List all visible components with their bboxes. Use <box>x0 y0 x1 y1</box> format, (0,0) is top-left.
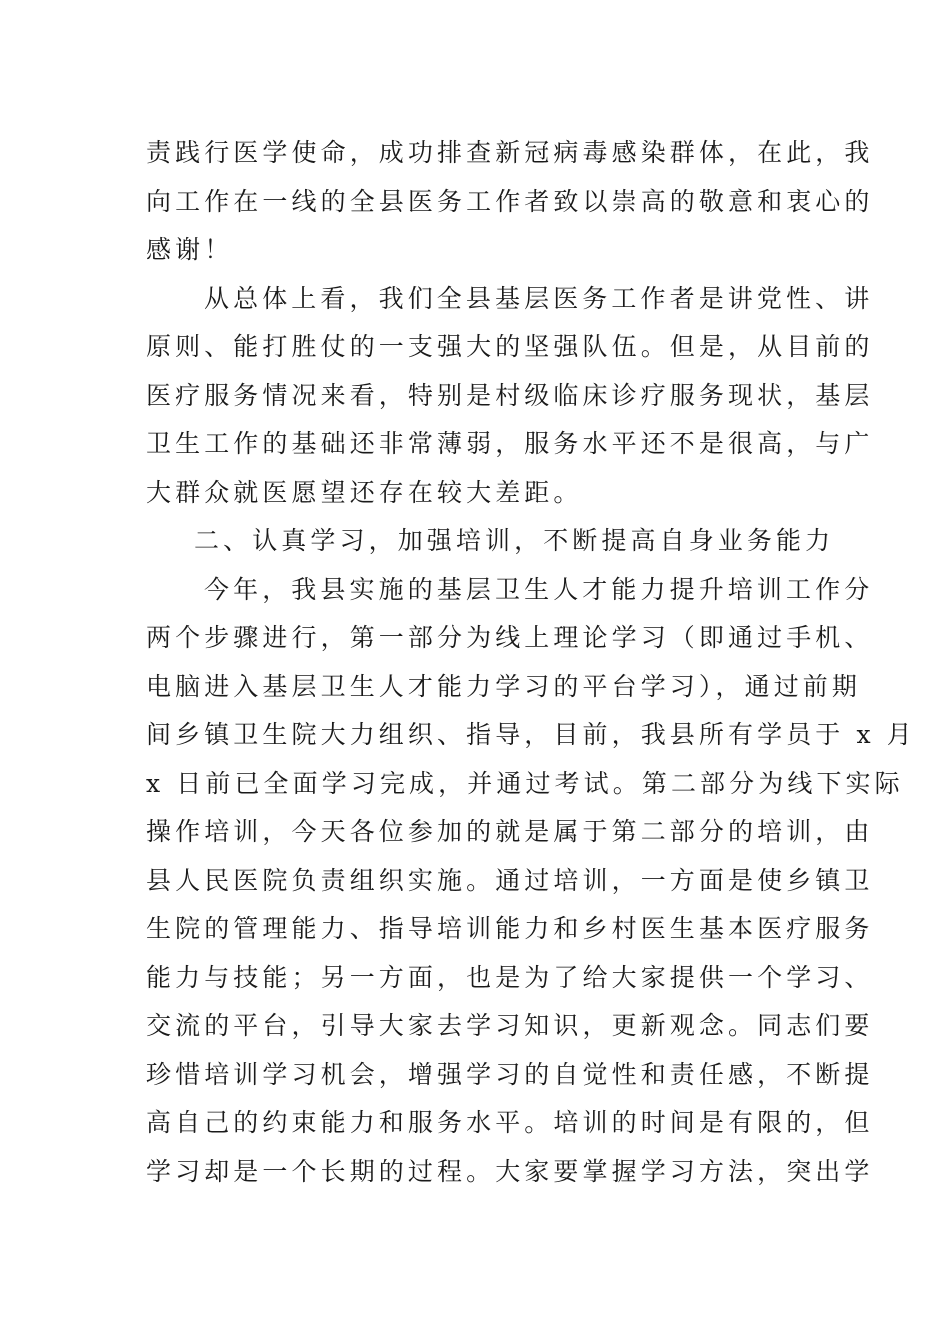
body-line: 能力与技能；另一方面，也是为了给大家提供一个学习、 <box>146 962 874 992</box>
body-line: 责践行医学使命，成功排查新冠病毒感染群体，在此，我 <box>146 138 874 167</box>
body-line: x 日前已全面学习完成，并通过考试。第二部分为线下实际 <box>146 768 904 798</box>
body-line: 大群众就医愿望还存在较大差距。 <box>146 477 583 507</box>
body-line: 县人民医院负责组织实施。通过培训，一方面是使乡镇卫 <box>146 865 874 895</box>
body-line: 间乡镇卫生院大力组织、指导，目前，我县所有学员于 x 月 <box>146 720 916 749</box>
document-body <box>146 129 916 1196</box>
body-line: 学习却是一个长期的过程。大家要掌握学习方法，突出学 <box>146 1156 874 1186</box>
body-line: 高自己的约束能力和服务水平。培训的时间是有限的，但 <box>146 1108 874 1137</box>
body-line: 电脑进入基层卫生人才能力学习的平台学习），通过前期 <box>146 671 862 701</box>
section-heading: 二、认真学习，加强培训，不断提高自身业务能力 <box>194 526 835 555</box>
body-line: 原则、能打胜仗的一支强大的坚强队伍。但是，从目前的 <box>146 332 874 361</box>
body-line: 感谢！ <box>146 235 234 264</box>
body-line: 两个步骤进行，第一部分为线上理论学习（即通过手机、 <box>146 623 874 652</box>
body-line: 从总体上看，我们全县基层医务工作者是讲党性、讲 <box>204 283 874 313</box>
body-line: 今年，我县实施的基层卫生人才能力提升培训工作分 <box>204 574 874 604</box>
body-line: 医疗服务情况来看，特别是村级临床诊疗服务现状，基层 <box>146 380 874 410</box>
body-line: 交流的平台，引导大家去学习知识，更新观念。同志们要 <box>146 1011 874 1040</box>
body-line: 卫生工作的基础还非常薄弱，服务水平还不是很高，与广 <box>146 429 874 458</box>
body-line: 生院的管理能力、指导培训能力和乡村医生基本医疗服务 <box>146 914 874 943</box>
body-line: 珍惜培训学习机会，增强学习的自觉性和责任感，不断提 <box>146 1059 874 1089</box>
body-line: 向工作在一线的全县医务工作者致以崇高的敬意和衷心的 <box>146 186 874 216</box>
body-line: 操作培训，今天各位参加的就是属于第二部分的培训，由 <box>146 817 874 846</box>
